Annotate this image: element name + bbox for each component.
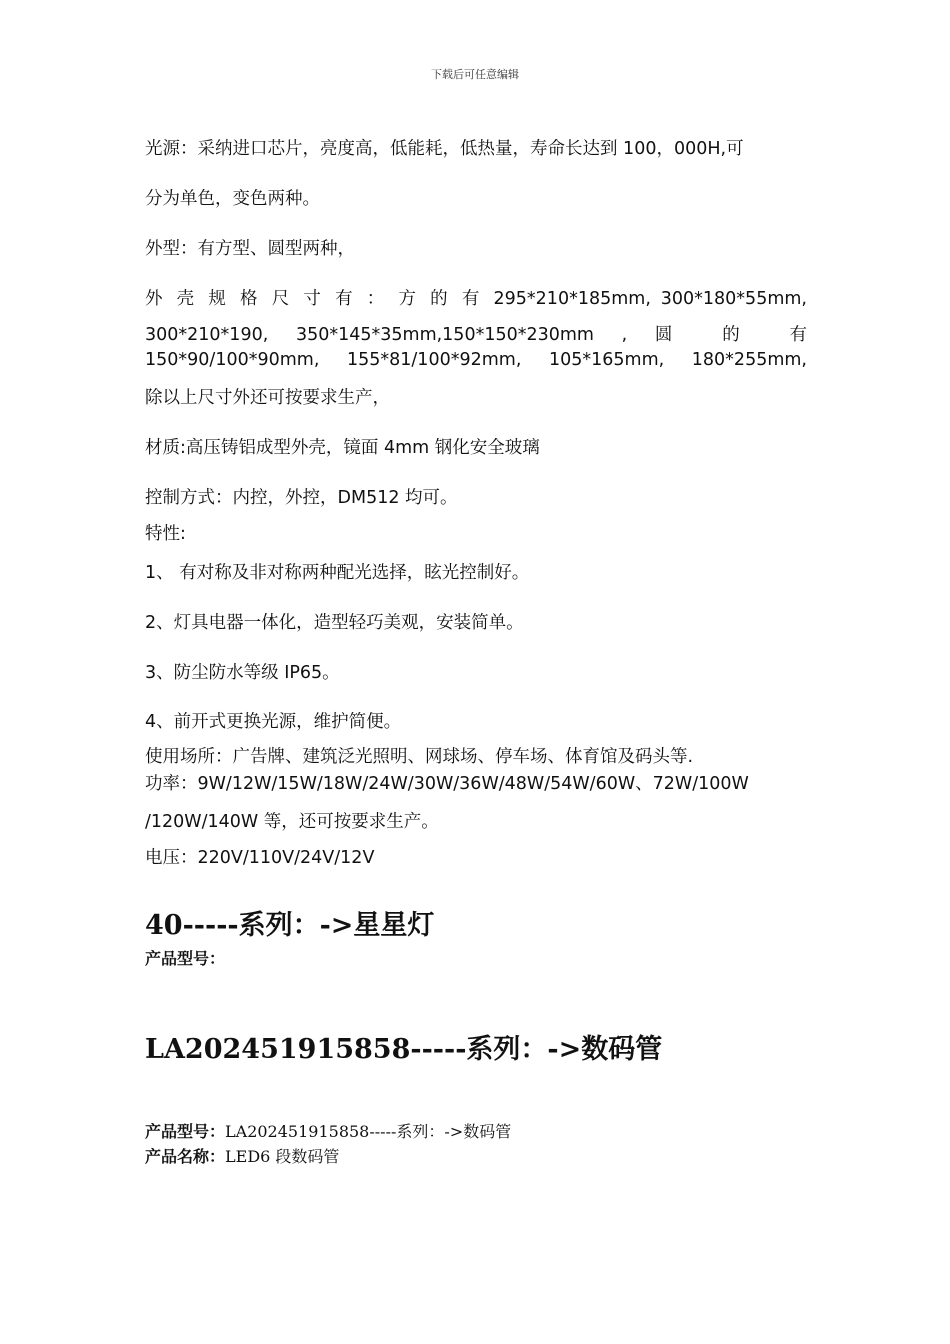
text-power-continued: /120W/140W 等，还可按要求生产。 xyxy=(145,812,439,832)
text-shape: 外型：有方型、圆型两种， xyxy=(145,239,355,259)
text-voltage: 电压：220V/110V/24V/12V xyxy=(145,848,375,868)
text-custom-size: 除以上尺寸外还可按要求生产， xyxy=(145,388,390,408)
page-header: 下载后可任意编辑 xyxy=(431,68,519,81)
text-housing-spec-3: 150*90/100*90mm, 155*81/100*92mm, 105*165mm, 180*255mm, xyxy=(145,350,807,370)
text-power: 功率：9W/12W/15W/18W/24W/30W/36W/48W/54W/60W、72W/100W xyxy=(145,774,749,794)
section-title-star-light: 40-----系列：->星星灯 xyxy=(145,910,435,941)
product-model-value: LA202451915858-----系列：->数码管 xyxy=(225,1122,512,1141)
model-label-1: 产品型号： xyxy=(145,949,226,968)
text-usage: 使用场所：广告牌、建筑泛光照明、网球场、停车场、体育馆及码头等. xyxy=(145,747,694,767)
list-item-feature-2: 2、灯具电器一体化，造型轻巧美观，安装简单。 xyxy=(145,613,524,633)
product-model-label: 产品型号： xyxy=(145,1122,226,1141)
text-material: 材质:高压铸铝成型外壳，镜面 4mm 钢化安全玻璃 xyxy=(145,438,540,458)
product-name-row xyxy=(145,1147,339,1166)
text-control: 控制方式：内控，外控，DM512 均可。 xyxy=(145,488,458,508)
text-light-source: 光源：采纳进口芯片，亮度高，低能耗，低热量，寿命长达到 100，000H,可 xyxy=(145,139,744,159)
product-model-row xyxy=(145,1122,511,1141)
text-housing-spec-2: 300*210*190, 350*145*35mm,150*150*230mm , 圆 的 有 xyxy=(145,325,807,345)
text-color-types: 分为单色，变色两种。 xyxy=(145,189,320,209)
text-housing-spec-1: 外 壳 规 格 尺 寸 有 ： 方 的 有 295*210*185mm, 300*180*55mm, xyxy=(145,289,807,309)
list-item-feature-4: 4、前开式更换光源，维护简便。 xyxy=(145,712,402,732)
product-name-label: 产品名称： xyxy=(145,1147,226,1166)
product-name-value: LED6 段数码管 xyxy=(225,1147,340,1166)
list-item-feature-3: 3、防尘防水等级 IP65。 xyxy=(145,663,340,683)
list-item-feature-1: 1、 有对称及非对称两种配光选择，眩光控制好。 xyxy=(145,563,530,583)
section-title-digital-tube: LA202451915858-----系列：->数码管 xyxy=(145,1034,663,1065)
text-features-heading: 特性: xyxy=(145,524,186,544)
